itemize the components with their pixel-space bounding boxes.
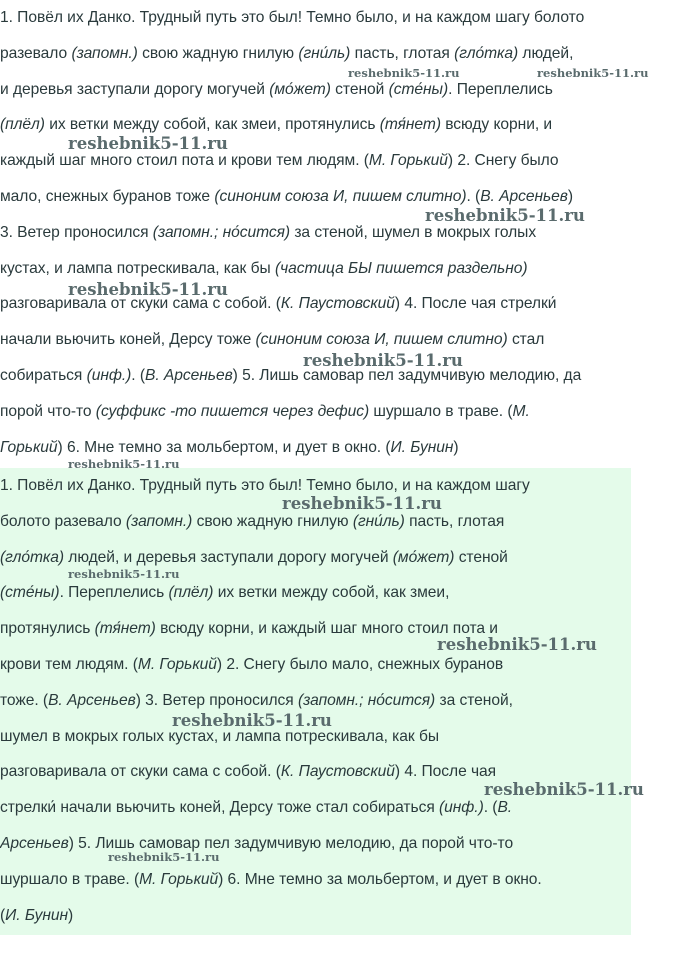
text-run: тоже. (	[0, 691, 49, 709]
text-run: пасть, глотая	[350, 44, 455, 62]
exercise-text-line	[0, 80, 553, 100]
text-run: . (	[466, 188, 481, 205]
watermark-text: reshebnik5-11.ru	[108, 850, 220, 864]
exercise-text-line	[0, 366, 581, 386]
watermark-text: reshebnik5-11.ru	[282, 494, 442, 513]
answer-text-line	[0, 583, 449, 603]
watermark-text: reshebnik5-11.ru	[68, 567, 180, 581]
exercise-text-line	[0, 402, 530, 422]
exercise-text-line	[0, 115, 552, 135]
text-run: протянулись	[0, 620, 95, 638]
watermark-text: reshebnik5-11.ru	[484, 780, 644, 799]
text-run: разговаривала от скуки сама с собой. (	[0, 763, 281, 781]
italic-note: (запомн.; но́сится)	[297, 691, 436, 709]
answer-text-line	[0, 512, 504, 532]
italic-note: (гни́ль)	[298, 44, 351, 62]
text-run: порой что-то	[0, 402, 96, 420]
text-run: )	[68, 906, 74, 924]
watermark-text: reshebnik5-11.ru	[348, 66, 460, 80]
answer-text-line	[0, 798, 512, 818]
text-run: ) 2. Снегу было мало, снежных буранов	[216, 656, 504, 673]
italic-note: М. Горький	[139, 870, 219, 888]
text-run: )	[453, 438, 459, 456]
text-run: ) 4. После чая стрелки́	[394, 295, 557, 313]
text-run: пасть, глотая	[404, 512, 505, 530]
italic-note: К. Паустовский	[280, 295, 395, 313]
italic-note: В. Арсеньев	[145, 367, 233, 384]
text-run: шумел в мокрых голых кустах, и лампа потрескивала, как бы	[0, 727, 439, 745]
text-run: и деревья заступали дорогу могучей	[0, 80, 270, 98]
italic-note: (синоним союза И, пишем слитно)	[214, 188, 467, 205]
text-run: свою жадную гнилую	[192, 512, 353, 530]
italic-note: (мо́жет)	[269, 80, 331, 98]
italic-note: (инф.)	[86, 367, 132, 384]
answer-text-line	[0, 834, 513, 854]
text-run: за стеной, шумел в мокрых голых	[290, 223, 537, 241]
exercise-text-line	[0, 330, 544, 350]
text-run: их ветки между собой, как змеи, протянулись	[44, 116, 380, 134]
italic-note: М.	[512, 402, 530, 420]
text-run: ) 5. Лишь самовар пел задумчивую мелодию, да порой что-то	[68, 835, 514, 852]
text-run: . (	[131, 367, 146, 384]
watermark-text: reshebnik5-11.ru	[537, 66, 649, 80]
text-run: ) 5. Лишь самовар пел задумчивую мелодию, да	[232, 367, 582, 384]
text-run: 3. Ветер проносился	[0, 223, 153, 241]
text-run: . Переплелись	[448, 80, 553, 98]
text-run: свою жадную гнилую	[137, 44, 299, 62]
text-run: всюду корни, и	[440, 116, 553, 134]
answer-text-line	[0, 870, 542, 890]
text-run: разевало	[0, 44, 72, 62]
italic-note: (гло́тка)	[454, 44, 519, 62]
italic-note: (запомн.)	[71, 44, 138, 62]
exercise-text-line	[0, 187, 573, 207]
exercise-text-line	[0, 151, 558, 171]
text-run: шуршало в траве. (	[0, 870, 140, 888]
italic-note: (синоним союза И, пишем слитно)	[255, 331, 508, 349]
italic-note: М. Горький	[137, 656, 217, 673]
italic-note: (тя́нет)	[379, 116, 441, 134]
text-run: крови тем людям. (	[0, 656, 138, 673]
italic-note: (запомн.; но́сится)	[152, 223, 291, 241]
text-run: шуршало в траве. (	[369, 402, 513, 420]
italic-note: И. Бунин	[390, 438, 454, 456]
text-run: )	[567, 188, 573, 205]
answer-text-line	[0, 762, 496, 782]
text-run: . Переплелись	[59, 584, 169, 602]
italic-note: В. Арсеньев	[480, 188, 568, 205]
italic-note: В. Арсеньев	[48, 691, 136, 709]
text-run: людей, и деревья заступали дорогу могучей	[64, 548, 393, 566]
watermark-text: reshebnik5-11.ru	[172, 711, 332, 730]
text-run: кустах, и лампа потрескивала, как бы	[0, 259, 275, 277]
italic-note: (тя́нет)	[94, 620, 156, 638]
exercise-text-line	[0, 259, 528, 279]
italic-note: (гни́ль)	[352, 512, 405, 530]
watermark-text: reshebnik5-11.ru	[303, 351, 463, 370]
italic-note: (суффикс -то пишется через дефис)	[95, 402, 370, 420]
watermark-text: reshebnik5-11.ru	[68, 457, 180, 471]
italic-note: (сте́ны)	[0, 584, 60, 602]
answer-text-line	[0, 548, 508, 568]
text-run: . (	[483, 799, 498, 817]
text-run: стеной	[454, 548, 508, 566]
italic-note: (запомн.)	[125, 512, 193, 530]
italic-note: И. Бунин	[5, 906, 69, 924]
italic-note: Горький	[0, 438, 58, 456]
text-run: начали вьючить коней, Дерсу тоже	[0, 331, 256, 349]
text-run: болото разевало	[0, 512, 126, 530]
text-run: мало, снежных буранов тоже	[0, 188, 215, 205]
italic-note: М. Горький	[368, 152, 448, 170]
exercise-text-line	[0, 223, 536, 243]
italic-note: Арсеньев	[0, 835, 69, 852]
text-run: 1. Повёл их Данко. Трудный путь это был! Темно было, и на каждом шагу болото	[0, 9, 585, 26]
text-run: ) 6. Мне темно за мольбертом, и дует в окно.	[218, 870, 542, 888]
italic-note: (частица БЫ пишется раздельно)	[274, 259, 528, 277]
watermark-text: reshebnik5-11.ru	[68, 134, 228, 153]
italic-note: (гло́тка)	[0, 548, 64, 566]
text-run: ) 2. Снегу было	[447, 152, 559, 170]
italic-note: (плёл)	[0, 116, 45, 134]
text-run: 1. Повёл их Данко. Трудный путь это был! Темно было, и на каждом шагу	[0, 477, 530, 494]
answer-text-line	[0, 691, 513, 711]
text-run: стрелки́ начали вьючить коней, Дерсу тоже стал собираться	[0, 799, 440, 817]
text-run: каждый шаг много стоил пота и крови тем людям. (	[0, 152, 369, 170]
italic-note: В.	[497, 799, 513, 817]
text-run: стеной	[330, 80, 389, 98]
italic-note: (мо́жет)	[392, 548, 455, 566]
exercise-text-line	[0, 8, 584, 28]
exercise-text-line	[0, 44, 573, 64]
italic-note: (сте́ны)	[388, 80, 449, 98]
watermark-text: reshebnik5-11.ru	[425, 206, 585, 225]
watermark-text: reshebnik5-11.ru	[68, 280, 228, 299]
text-run: разговаривала от скуки сама с собой. (	[0, 295, 281, 313]
italic-note: К. Паустовский	[280, 763, 395, 781]
exercise-text-line	[0, 438, 459, 458]
text-run: людей,	[518, 44, 574, 62]
answer-text-line	[0, 476, 530, 496]
text-run: ) 4. После чая	[394, 763, 497, 781]
text-run: ) 6. Мне темно за мольбертом, и дует в окно. (	[57, 438, 391, 456]
text-run: собираться	[0, 367, 87, 384]
watermark-text: reshebnik5-11.ru	[437, 635, 597, 654]
text-run: (	[0, 906, 6, 924]
italic-note: (плёл)	[168, 584, 214, 602]
text-run: их ветки между собой, как змеи,	[213, 584, 450, 602]
italic-note: (инф.)	[439, 799, 484, 817]
text-run: за стеной,	[435, 691, 513, 709]
answer-text-line	[0, 655, 503, 675]
text-run: всюду корни, и каждый шаг много стоил пота и	[155, 620, 498, 638]
text-run: ) 3. Ветер проносился	[135, 691, 298, 709]
answer-text-line	[0, 906, 73, 926]
text-run: стал	[507, 331, 545, 349]
answer-text-line	[0, 619, 498, 639]
